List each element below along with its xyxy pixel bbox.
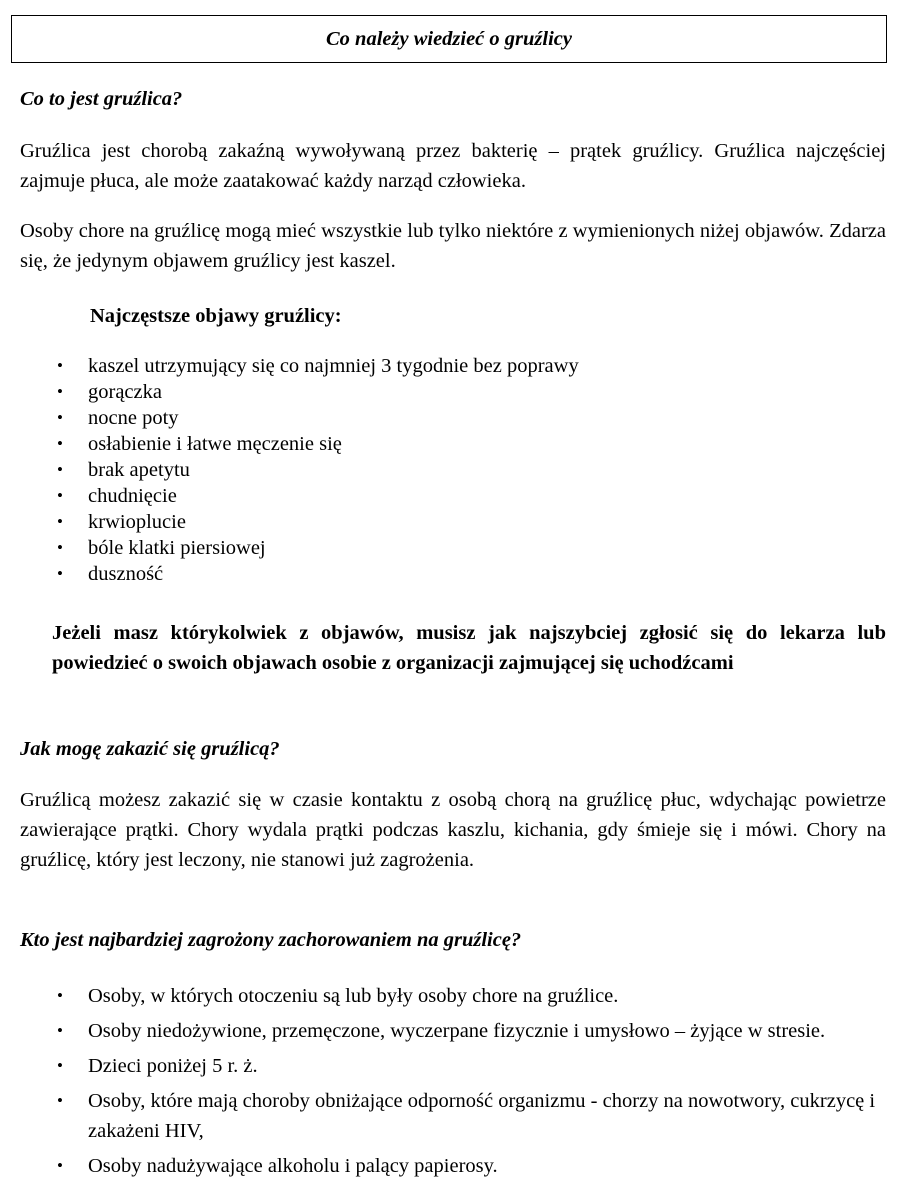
bullet-icon: • — [57, 356, 63, 375]
list-item: • duszność — [57, 563, 164, 585]
bullet-icon: • — [57, 460, 63, 479]
list-item: • chudnięcie — [57, 485, 177, 507]
list-item: • Dzieci poniżej 5 r. ż. — [20, 1051, 888, 1081]
list-item: • Osoby, w których otoczeniu są lub były osoby chore na gruźlice. — [20, 981, 888, 1011]
bullet-icon: • — [57, 986, 63, 1005]
bullet-icon: • — [57, 564, 63, 583]
risk-groups-list — [20, 981, 886, 1186]
symptoms-subheading: Najczęstsze objawy gruźlicy: — [90, 305, 342, 327]
bullet-icon: • — [57, 1056, 63, 1075]
document-title-box — [11, 15, 887, 63]
bullet-icon: • — [57, 408, 63, 427]
list-item: • brak apetytu — [57, 459, 190, 481]
list-item: • krwioplucie — [57, 511, 186, 533]
paragraph-transmission: Gruźlicą możesz zakazić się w czasie kontaktu z osobą chorą na gruźlicę płuc, wdychając powietrze zawierające prątki. Chory wydala prątki podczas kaszlu, kichania, gdy śmieje się i mówi. Chory na gruźlicę, który jest leczony, nie stanowi już zagrożenia. — [20, 789, 886, 871]
list-item: • Osoby, które mają choroby obniżające odporność organizmu - chorzy na nowotwory, cukrzycę i zakażeni HIV, — [20, 1086, 888, 1146]
bullet-icon: • — [57, 1091, 63, 1110]
list-item: • nocne poty — [57, 407, 179, 429]
bullet-icon: • — [57, 1156, 63, 1175]
bullet-icon: • — [57, 486, 63, 505]
list-item: • osłabienie i łatwe męczenie się — [57, 433, 342, 455]
paragraph-definition: Gruźlica jest chorobą zakaźną wywoływaną przez bakterię – prątek gruźlicy. Gruźlica najczęściej zajmuje płuca, ale może zaatakować każdy narząd człowieka. — [20, 140, 886, 192]
bullet-icon: • — [57, 1021, 63, 1040]
list-item: • Osoby niedożywione, przemęczone, wyczerpane fizycznie i umysłowo – żyjące w stresie. — [20, 1016, 888, 1046]
list-item: • Osoby nadużywające alkoholu i palący papierosy. — [20, 1151, 888, 1181]
bullet-icon: • — [57, 434, 63, 453]
bullet-icon: • — [57, 538, 63, 557]
bullet-icon: • — [57, 382, 63, 401]
section-heading-transmission: Jak mogę zakazić się gruźlicą? — [20, 738, 280, 760]
paragraph-symptoms-intro: Osoby chore na gruźlicę mogą mieć wszystkie lub tylko niektóre z wymienionych niżej objawów. Zdarza się, że jedynym objawem gruźlicy jest kaszel. — [20, 220, 886, 272]
symptoms-list — [20, 353, 886, 587]
document-title: Co należy wiedzieć o gruźlicy — [326, 27, 572, 50]
list-item: • bóle klatki piersiowej — [57, 537, 266, 559]
list-item: • gorączka — [57, 381, 162, 403]
section-heading-what-is-tb: Co to jest gruźlica? — [20, 88, 183, 110]
bullet-icon: • — [57, 512, 63, 531]
list-item: • kaszel utrzymujący się co najmniej 3 tygodnie bez poprawy — [57, 355, 579, 377]
section-heading-risk-groups: Kto jest najbardziej zagrożony zachorowaniem na gruźlicę? — [20, 929, 522, 951]
warning-paragraph: Jeżeli masz którykolwiek z objawów, musisz jak najszybciej zgłosić się do lekarza lub powiedzieć o swoich objawach osobie z organizacji zajmującej się uchodźcami — [52, 622, 886, 674]
